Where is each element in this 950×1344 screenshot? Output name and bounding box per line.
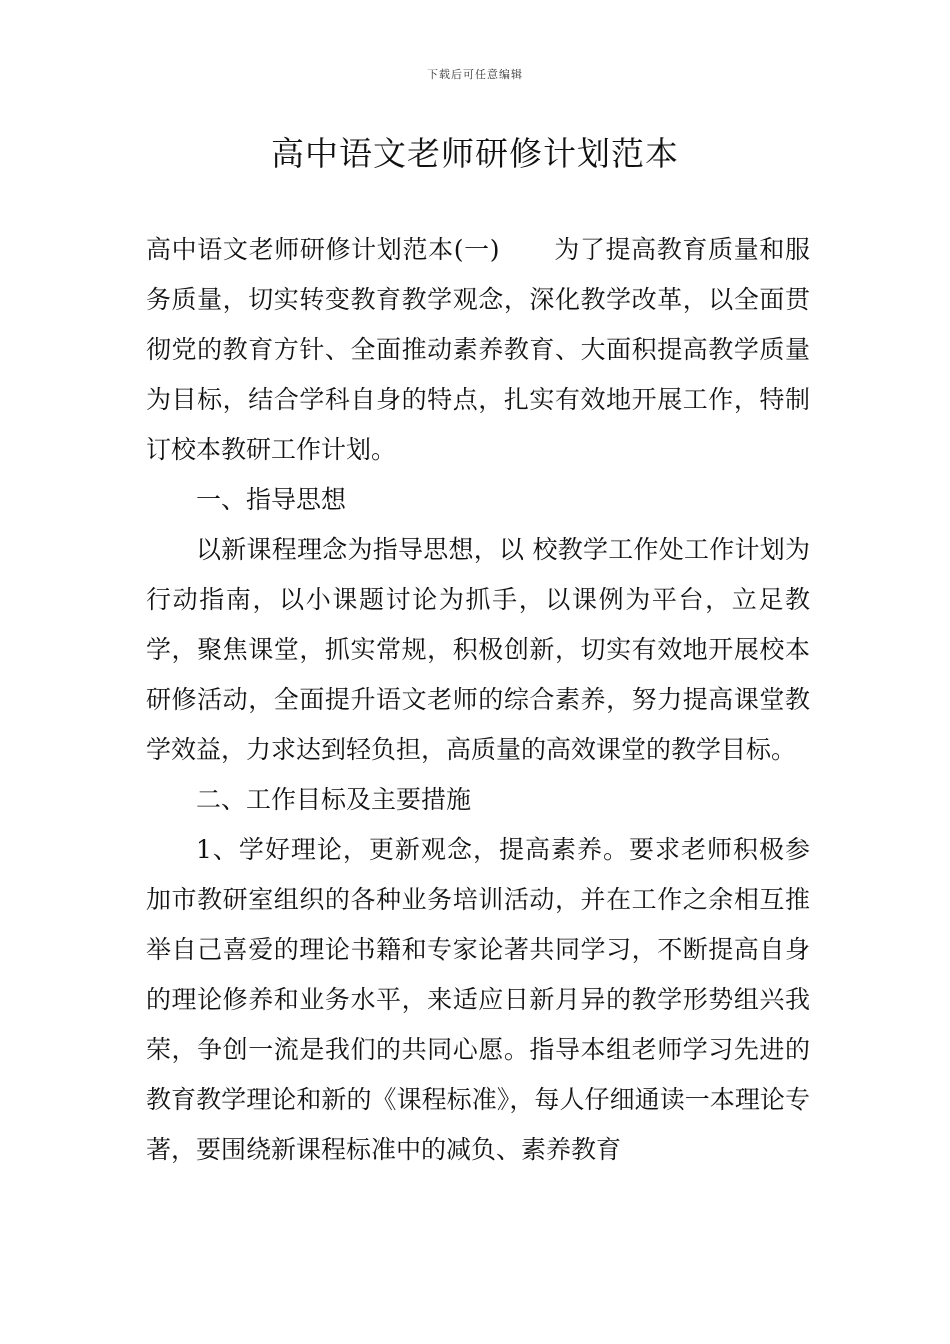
section-paragraph-goals-measures: 1、学好理论，更新观念，提高素养。要求老师积极参加市教研室组织的各种业务培训活动，并在工作之余相互推举自己喜爱的理论书籍和专家论著共同学习，不断提高自身的理论修养和业务水平，来适应日新月异的教学形势组兴我荣，争创一流是我们的共同心愿。指导本组老师学习先进的教育教学理论和新的《课程标准》，每人仔细通读一本理论专著，要围绕新课程标准中的减负、素养教育	[146, 835, 810, 1164]
document-title: 高中语文老师研修计划范本	[271, 134, 679, 173]
section-heading-guiding-ideology: 一、指导思想	[196, 485, 347, 514]
document-body	[146, 225, 810, 1175]
intro-paragraph	[146, 225, 810, 475]
section-heading-goals-measures: 二、工作目标及主要措施	[196, 785, 472, 814]
intro-lead: 高中语文老师研修计划范本(一)	[146, 235, 500, 264]
header-note: 下载后可任意编辑	[427, 68, 523, 81]
section-paragraph-guiding-ideology: 以新课程理念为指导思想，以 校教学工作处工作计划为行动指南，以小课题讨论为抓手，以课例为平台，立足教学，聚焦课堂，抓实常规，积极创新，切实有效地开展校本研修活动，全面提升语文老师的综合素养，努力提高课堂教学效益，力求达到轻负担，高质量的高效课堂的教学目标。	[146, 535, 810, 764]
intro-text: 为了提高教育质量和服务质量，切实转变教育教学观念，深化教学改革，以全面贯彻党的教育方针、全面推动素养教育、大面积提高教学质量为目标，结合学科自身的特点，扎实有效地开展工作，特制订校本教研工作计划。	[146, 235, 810, 464]
